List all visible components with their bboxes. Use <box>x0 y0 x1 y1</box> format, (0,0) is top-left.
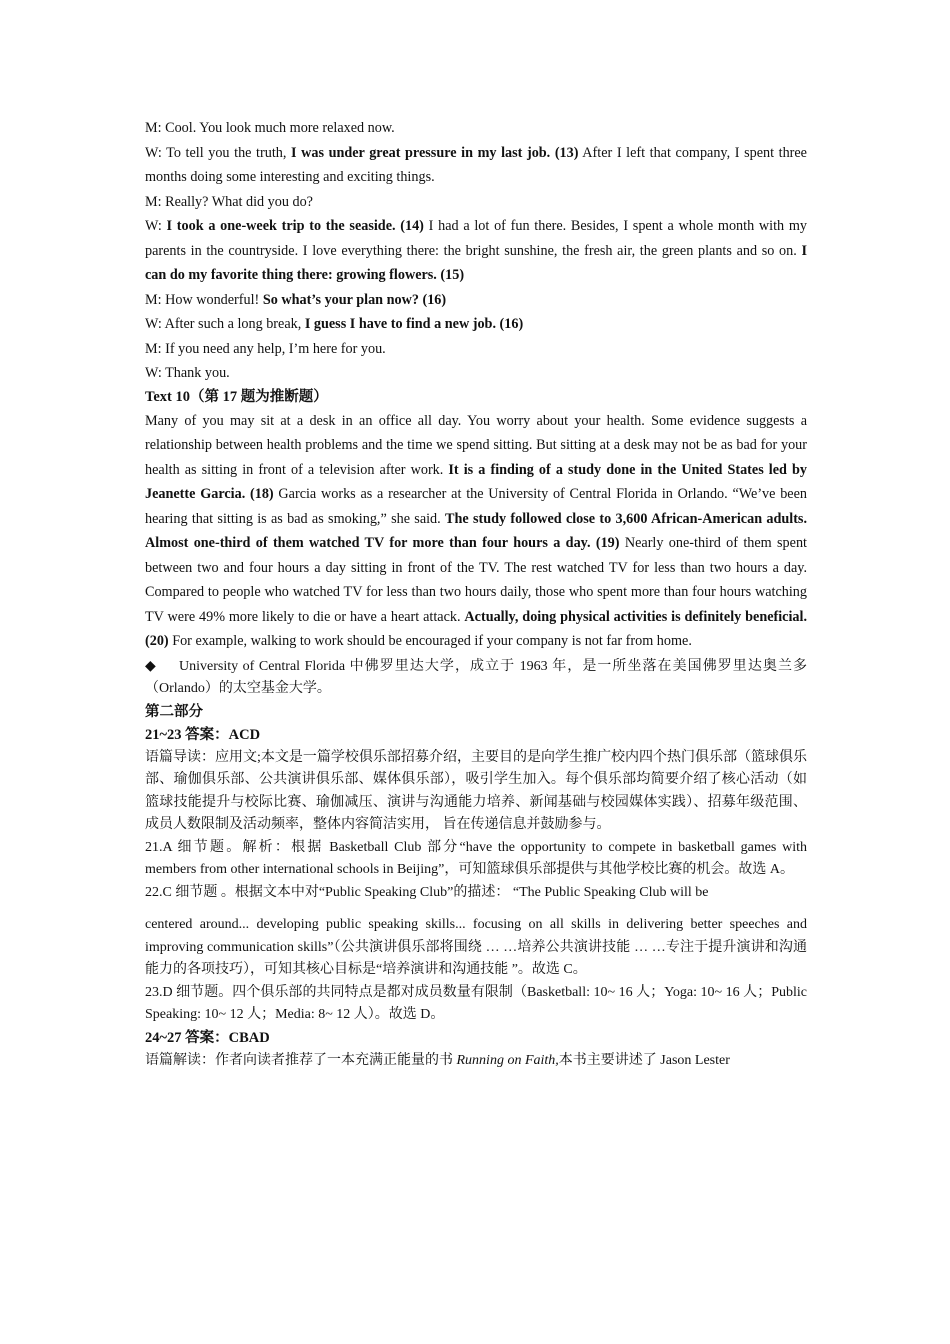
dialogue-line-5: M: How wonderful! So what’s your plan now? (16) <box>145 291 447 308</box>
guide-24-27: 语篇解读：作者向读者推荐了一本充满正能量的书 Running on Faith,本书主要讲述了 Jason Lester <box>145 1052 730 1068</box>
dialogue-line-1: M: Cool. You look much more relaxed now. <box>145 120 395 136</box>
dialogue-line-8: W: Thank you. <box>145 365 230 381</box>
dialogue <box>145 116 807 386</box>
dialogue-line-7: M: If you need any help, I’m here for you. <box>145 340 386 357</box>
dialogue-line-3: M: Really? What did you do? <box>145 193 313 210</box>
part2-heading: 第二部分 <box>145 703 203 720</box>
answer-21-23: 21~23 答案：ACD <box>145 726 261 743</box>
text10-heading: Text 10（第 17 题为推断题） <box>145 388 328 405</box>
book-title: Running on Faith, <box>456 1052 559 1068</box>
dialogue-line-2: W: To tell you the truth, I was under great pressure in my last job. (13) After I left that company, I spent three months doing some interesting and exciting things. <box>145 144 807 185</box>
guide-21-23: 语篇导读：应用文;本文是一篇学校俱乐部招募介绍，主要目的是向学生推广校内四个热门俱乐部（篮球俱乐部、瑜伽俱乐部、公共演讲俱乐部、媒体俱乐部），吸引学生加入。每个俱乐部均简要介绍了核心活动（如篮球技能提升与校际比赛、瑜伽减压、演讲与沟通能力培养、新闻基础与校园媒体实践）、招募年级范围、成员人数限制及活动频率，整体内容简洁实用， 旨在传递信息并鼓励参与。 <box>145 749 807 832</box>
diamond-bullet-icon: ◆ <box>145 658 156 674</box>
dialogue-line-6: W: After such a long break, I guess I have to find a new job. (16) <box>145 316 524 332</box>
document-page <box>145 116 807 1072</box>
text10-paragraph: Many of you may sit at a desk in an office all day. You worry about your health. Some evidence suggests a relationship between health problems and the time we spend sitting. But sitting at a desk may not be as bad for your health as sitting in front of a television after work. It is a finding of a study done in the United States led by Jeanette Garcia. (18) Garcia works as a researcher at the University of Central Florida in Orlando. “We’ve been hearing that sitting is as bad as smoking,” she said. The study followed close to 3,600 African-American adults. Almost one-third of them watched TV for more than four hours a day. (19) Nearly one-third of them spent between two and four hours a day sitting in front of the TV. The rest watched TV for less than two hours a day. Compared to people who watched TV for less than two hours daily, those who spent more than four hours watching TV were 49% more likely to die or have a heart attack. Actually, doing physical activities is definitely beneficial. (20) For example, walking to work should be encouraged if your company is not far from home. <box>145 412 808 649</box>
explanation-23: 23.D 细节题。四个俱乐部的共同特点是都对成员数量有限制（Basketball: 10~ 16 人；Yoga: 10~ 16 人；Public Speaking: 10~ 12 人；Media: 8~ 12 人）。故选 D。 <box>145 984 807 1022</box>
note-item: ◆ University of Central Florida 中佛罗里达大学，成立于 1963 年，是一所坐落在美国佛罗里达奥兰多（Orlando）的太空基金大学。 <box>145 656 807 701</box>
spacer <box>145 904 807 914</box>
explanation-22-lead: 22.C 细节题 。根据文本中对“Public Speaking Club”的描述： “The Public Speaking Club will be <box>145 884 709 900</box>
explanation-22-body: centered around... developing public speaking skills... focusing on all skills in delivering better speeches and improving communication skills”（公共演讲俱乐部将围绕 … …培养公共演讲技能 … …专注于提升演讲和沟通能力的各项技巧），可知其核心目标是“培养演讲和沟通技能 ”。故选 C。 <box>145 917 807 977</box>
answer-24-27: 24~27 答案：CBAD <box>145 1029 270 1046</box>
dialogue-line-4: W: I took a one-week trip to the seaside. (14) I had a lot of fun there. Besides, I spent a whole month with my parents in the countryside. I love everything there: the bright sunshine, the fresh air, the green plants and so on. I can do my favorite thing there: growing flowers. (15) <box>145 218 807 283</box>
explanation-21: 21.A 细节题。解析：根据 Basketball Club 部分“have the opportunity to compete in basketball games with members from other international schools in Beijing”，可知篮球俱乐部提供与其他学校比赛的机会。故选 A。 <box>145 839 807 877</box>
